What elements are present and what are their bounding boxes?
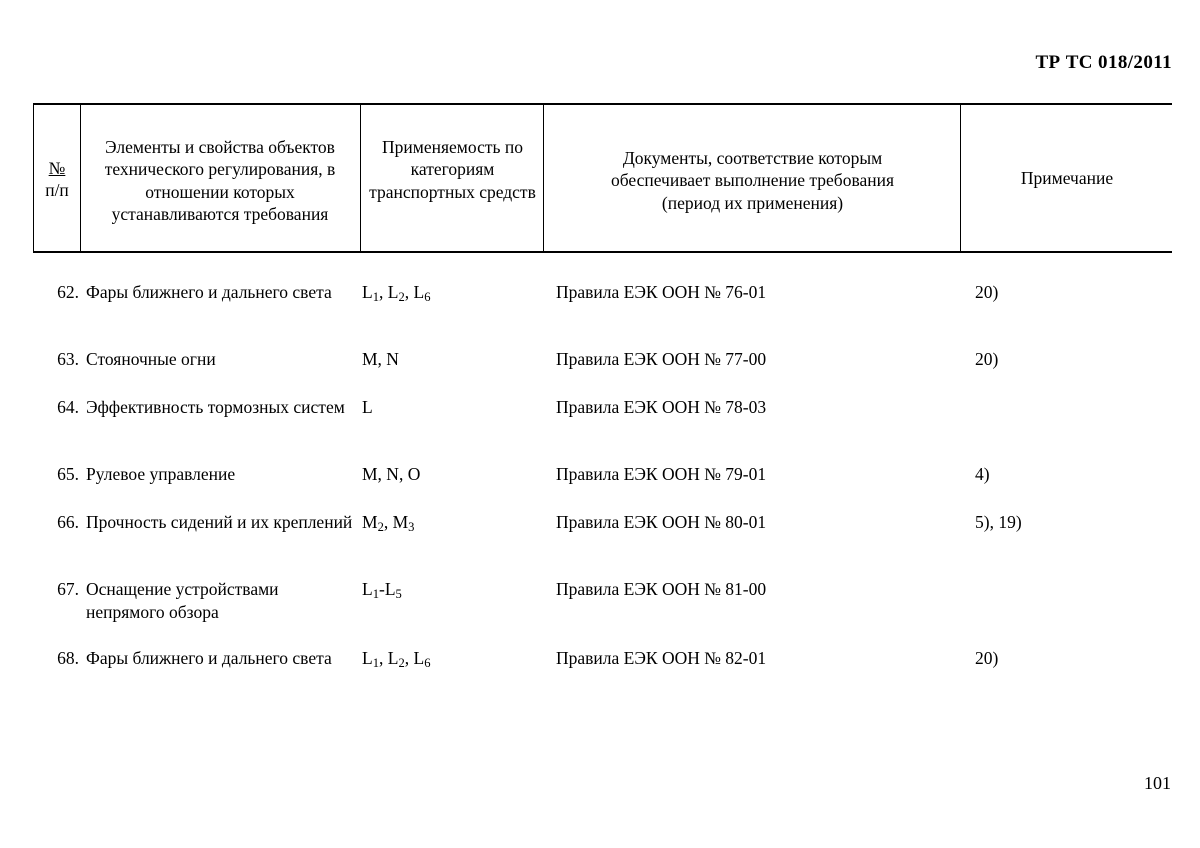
- column-header-documents-line1: Документы, соответствие которым: [622, 148, 883, 168]
- cell-category: $L_1$, $L_2$, $L_6$: [362, 648, 431, 670]
- cell-category: $L_1$, $L_2$, $L_6$: [362, 282, 431, 304]
- numero-sign: №: [48, 158, 66, 178]
- column-divider-1: [80, 104, 81, 252]
- column-header-number: [34, 157, 80, 202]
- column-divider-4: [960, 104, 961, 252]
- cell-category: $M_2$, $M_3$: [362, 512, 415, 534]
- column-divider-3: [543, 104, 544, 252]
- cell-note: 20): [975, 648, 999, 668]
- cell-note: 20): [975, 282, 999, 302]
- column-divider-2: [360, 104, 361, 252]
- page-number: 101: [1144, 773, 1171, 793]
- running-head: ТР ТС 018/2011: [1035, 52, 1172, 73]
- cell-document: Правила ЕЭК ООН № 76-01: [556, 282, 767, 302]
- cell-num: 66.: [57, 512, 79, 532]
- cell-document: Правила ЕЭК ООН № 77-00: [556, 349, 767, 369]
- cell-document: Правила ЕЭК ООН № 79-01: [556, 464, 767, 484]
- cell-document: Правила ЕЭК ООН № 78-03: [556, 397, 767, 417]
- cell-element: Эффективность тормозных систем: [86, 397, 345, 417]
- cell-element: Рулевое управление: [86, 464, 236, 484]
- column-header-documents: [546, 147, 959, 214]
- cell-element: Оснащение устройствами непрямого обзора: [86, 579, 279, 623]
- column-header-documents-line2: обеспечивает выполнение требования: [610, 170, 895, 191]
- cell-category: L: [362, 397, 373, 417]
- cell-note: 4): [975, 464, 990, 484]
- cell-num: 67.: [57, 579, 79, 599]
- column-header-note: Примечание: [1020, 168, 1114, 188]
- column-header-applicability: Применяемость по категориям транспортных средств: [369, 137, 536, 202]
- cell-document: Правила ЕЭК ООН № 81-00: [556, 579, 767, 599]
- cell-element: Стояночные огни: [86, 349, 216, 369]
- cell-category: M, N: [362, 349, 399, 369]
- cell-element: Фары ближнего и дальнего света: [86, 282, 332, 302]
- cell-element: Фары ближнего и дальнего света: [86, 648, 332, 668]
- column-header-documents-line3: (период их применения): [661, 192, 844, 213]
- column-header-number-sub: п/п: [45, 180, 69, 201]
- cell-document: Правила ЕЭК ООН № 82-01: [556, 648, 767, 668]
- table-top-rule: [33, 103, 1172, 105]
- cell-document: Правила ЕЭК ООН № 80-01: [556, 512, 767, 532]
- cell-note: 20): [975, 349, 999, 369]
- table-header-bottom-rule: [33, 251, 1172, 253]
- cell-num: 62.: [57, 282, 79, 302]
- cell-num: 65.: [57, 464, 79, 484]
- cell-element: Прочность сидений и их креплений: [86, 512, 353, 532]
- cell-note: 5), 19): [975, 512, 1022, 532]
- cell-num: 68.: [57, 648, 79, 668]
- cell-num: 63.: [57, 349, 79, 369]
- cell-num: 64.: [57, 397, 79, 417]
- cell-category: $L_1-L_5$: [362, 579, 402, 601]
- cell-category: M, N, O: [362, 464, 421, 484]
- column-header-elements: Элементы и свойства объектов технического регулирования, в отношении которых устанавливаются требования: [104, 137, 336, 225]
